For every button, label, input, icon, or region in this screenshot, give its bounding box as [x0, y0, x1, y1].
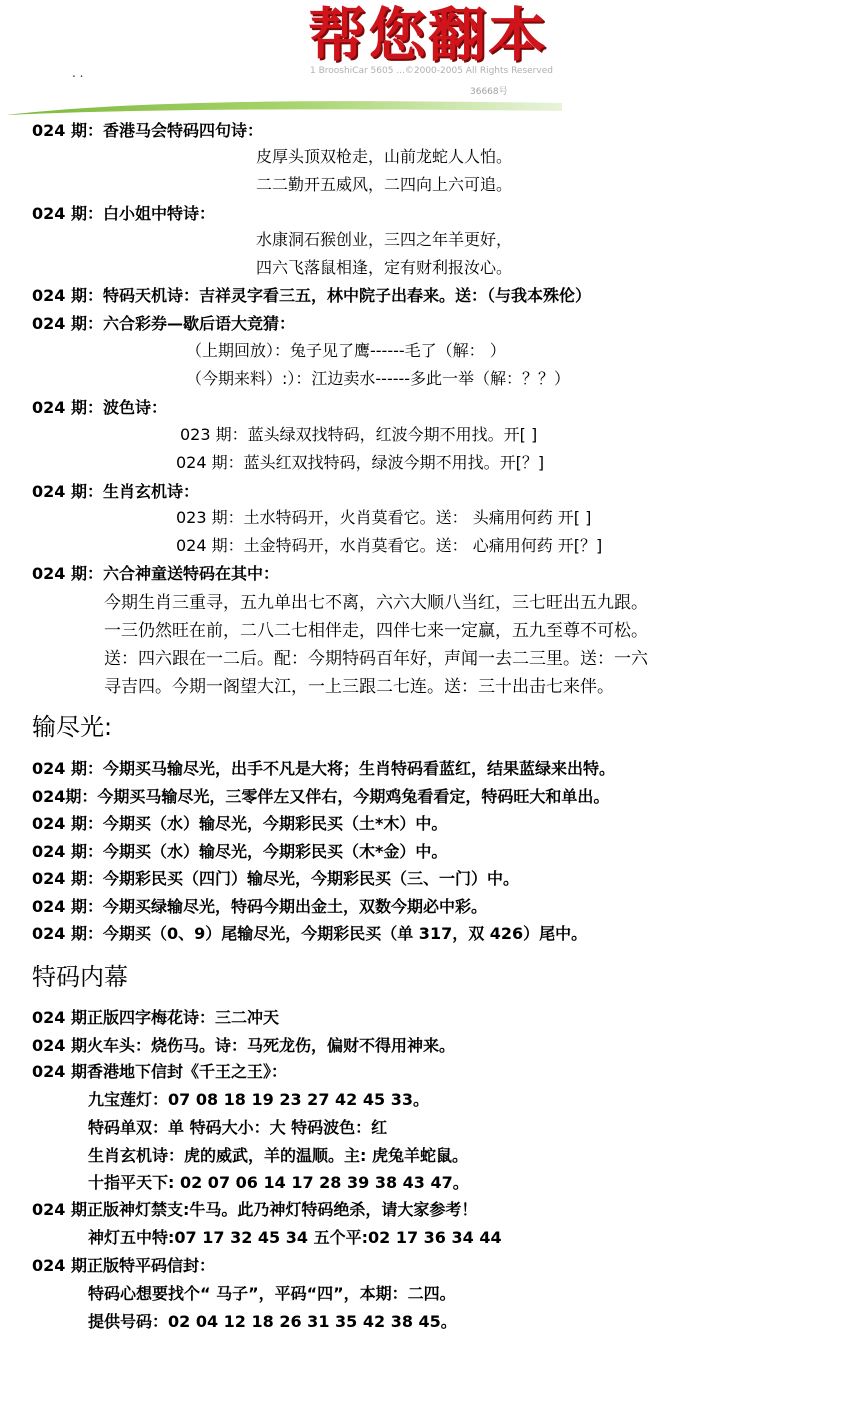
inside-line-8: 024 期正版神灯禁支:牛马。此乃神灯特码绝杀，请大家参考！ — [32, 1200, 478, 1219]
inside-line-12: 提供号码：02 04 12 18 26 31 35 42 38 45。 — [88, 1312, 457, 1331]
lose-line-3: 024 期：今期买（水）输尽光，今期彩民买（土*木）中。 — [32, 814, 448, 833]
green-swoosh-bar — [6, 99, 562, 115]
logo-subtext: 1 BrooshiCar 5605 ...©2000-2005 All Rights Reserved — [310, 66, 553, 76]
lose-line-1: 024 期：今期买马输尽光，出手不凡是大将；生肖特码看蓝红，结果蓝绿来出特。 — [32, 759, 615, 778]
s7-line1: 今期生肖三重寻，五九单出七不离，六六大顺八当红，三七旺出五九跟。 — [104, 593, 648, 613]
lose-line-5: 024 期：今期彩民买（四门）输尽光，今期彩民买（三、一门）中。 — [32, 869, 519, 888]
s7-line2: 一三仍然旺在前，二八二七相伴走，四伴七来一定赢，五九至尊不可松。 — [104, 621, 648, 641]
lose-line-7: 024 期：今期买（0、9）尾输尽光，今期彩民买（单 317，双 426）尾中。 — [32, 924, 588, 943]
s5-title: 024 期：波色诗： — [32, 398, 167, 417]
s1-line1: 皮厚头顶双枪走，山前龙蛇人人怕。 — [256, 147, 513, 166]
s4-title: 024 期：六合彩券—歇后语大竞猜： — [32, 314, 295, 333]
s4-line1: （上期回放）：兔子见了鹰------毛了（解： ） — [186, 341, 506, 360]
inside-line-11: 特码心想要找个“ 马子”，平码“四”，本期：二四。 — [88, 1284, 456, 1303]
s3-line: 024 期：特码天机诗：吉祥灵字看三五，林中院子出春来。送：（与我本殊伦） — [32, 286, 591, 305]
inside-line-5: 特码单双：单 特码大小：大 特码波色：红 — [88, 1118, 388, 1137]
lose-heading: 输尽光: — [32, 713, 113, 741]
inside-line-6: 生肖玄机诗：虎的威武，羊的温顺。主: 虎兔羊蛇鼠。 — [88, 1146, 468, 1165]
inside-line-9: 神灯五中特:07 17 32 45 34 五个平:02 17 36 34 44 — [88, 1228, 502, 1247]
s6-line2: 024 期：土金特码开，水肖莫看它。送： 心痛用何药 开[？] — [176, 536, 603, 555]
inside-line-3: 024 期香港地下信封《千王之王》： — [32, 1062, 287, 1081]
s2-line1: 水康洞石猴创业，三四之年羊更好， — [256, 230, 513, 249]
s5-line1: 023 期：蓝头绿双找特码，红波今期不用找。开[ ] — [180, 425, 538, 444]
logo-title: 帮您翻本 — [308, 1, 549, 69]
logo-number: 36668号 — [470, 87, 508, 97]
inside-line-2: 024 期火车头：烧伤马。诗：马死龙伤，偏财不得用神来。 — [32, 1036, 455, 1055]
header-banner — [0, 0, 860, 118]
inside-line-1: 024 期正版四字梅花诗：三二冲天 — [32, 1008, 279, 1027]
s2-line2: 四六飞落鼠相逢，定有财利报汝心。 — [256, 258, 513, 277]
s6-title: 024 期：生肖玄机诗： — [32, 482, 199, 501]
lose-line-6: 024 期：今期买绿输尽光，特码今期出金土，双数今期必中彩。 — [32, 897, 487, 916]
s7-line4: 寻吉四。今期一阁望大江，一上三跟二七连。送：三十出击七来伴。 — [104, 677, 614, 697]
s7-line3: 送：四六跟在一二后。配：今期特码百年好，声闻一去二三里。送：一六 — [104, 649, 648, 669]
inside-line-4: 九宝莲灯：07 08 18 19 23 27 42 45 33。 — [88, 1090, 429, 1109]
lose-line-4: 024 期：今期买（水）输尽光，今期彩民买（木*金）中。 — [32, 842, 448, 861]
inside-heading: 特码内幕 — [32, 963, 128, 991]
s1-line2: 二二勤开五威风，二四向上六可追。 — [256, 175, 513, 194]
s1-title: 024 期：香港马会特码四句诗： — [32, 121, 263, 140]
lose-line-2: 024期：今期买马输尽光，三零伴左又伴右，今期鸡兔看看定，特码旺大和单出。 — [32, 787, 610, 806]
inside-line-7: 十指平天下: 02 07 06 14 17 28 39 38 43 47。 — [88, 1173, 469, 1192]
header-dots: . . — [72, 66, 84, 80]
s7-title: 024 期：六合神童送特码在其中： — [32, 564, 279, 583]
s5-line2: 024 期：蓝头红双找特码，绿波今期不用找。开[？] — [176, 453, 545, 472]
inside-line-10: 024 期正版特平码信封： — [32, 1256, 215, 1275]
s6-line1: 023 期：土水特码开，火肖莫看它。送： 头痛用何药 开[ ] — [176, 508, 592, 527]
s4-line2: （今期来料）:）：江边卖水------多此一举（解：？？） — [186, 369, 571, 388]
s2-title: 024 期：白小姐中特诗： — [32, 204, 215, 223]
